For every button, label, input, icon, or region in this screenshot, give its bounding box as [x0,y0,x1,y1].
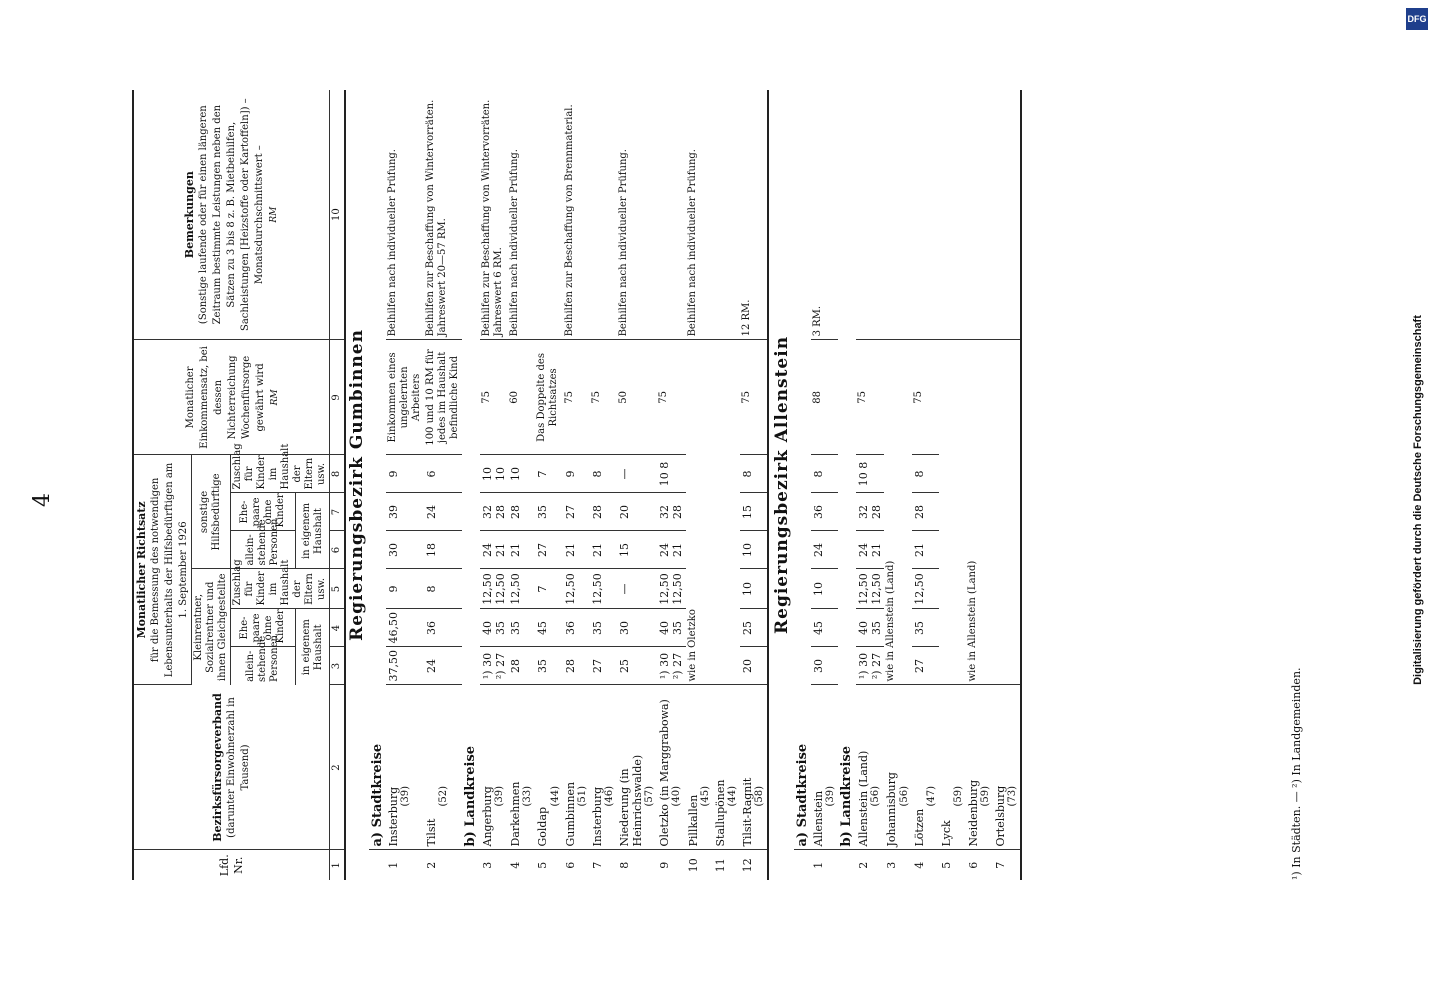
table-row [912,90,939,880]
population: (73) [1007,785,1019,807]
row-number: 6 [966,861,980,869]
row-number: 2 [856,861,870,869]
zuschlag-header-a: Zuschlag für Kinder im Haushalt der Eltern usw. [231,569,330,609]
table-row [740,90,768,880]
value-c3: 28 [508,647,535,685]
value-c5: 7 [535,569,562,609]
row-number: 6 [563,861,577,869]
value-c8: — [617,455,657,493]
verband-name-cell [713,685,740,850]
value-c5: 12,50 [563,569,590,609]
verband-name: Ortelsburg [994,785,1008,847]
verband-name: Oletzko (in Marggrabowa) [658,699,672,847]
ehepaare-header-a: Ehe-paare ohne Kinder [231,609,296,647]
value-c6: 21 [912,531,939,569]
value-c4: 40 35 [480,609,508,647]
row-number: 2 [425,861,439,869]
einkommen-value: Einkommen eines ungelernten Arbeiters [386,340,424,455]
value-c3: ¹) 30 ²) 27 [480,647,508,685]
population: (39) [493,785,505,807]
alleinstehende-header-a: allein-stehende Personen [231,647,296,685]
bemerkung: Beihilfen zur Beschaffung von Wintervorräten. Jahreswert 20—57 RM. [424,90,462,340]
bemerkung [657,90,685,340]
value-c5: — [617,569,657,609]
value-c8: 10 8 [856,455,884,493]
eigener-haushalt-header-a: in eigenem Haushalt [295,609,329,685]
row-number: 3 [480,861,494,869]
verband-name: Allenstein [812,790,826,847]
verband-name: Insterburg [590,786,604,847]
einkommen-value: 75 [563,340,590,455]
value-c3: 24 [424,647,462,685]
value-c3: ¹) 30 ²) 27 [657,647,685,685]
population: (59) [952,785,964,807]
value-c4: 25 [740,609,768,647]
value-c6: 15 [617,531,657,569]
row-number: 7 [994,861,1008,869]
value-c7: 28 [508,493,535,531]
value-c8: 8 [740,455,768,493]
bemerkung [713,90,740,340]
value-c6: 24 21 [657,531,685,569]
table-row [939,90,966,880]
row-number: 7 [590,861,604,869]
bemerkung: Beihilfen nach individueller Prüfung. [617,90,657,340]
ehepaare-header-b: Ehe-paare ohne Kinder [231,493,296,531]
table-row [811,90,838,880]
bemerkung [590,90,617,340]
population: (45) [699,785,711,807]
verband-name: Niederung (in Heinrichswalde) [617,754,645,847]
verband-name-cell [424,685,462,850]
bemerkung: Beihilfen nach individueller Prüfung. [508,90,535,340]
value-c5: 12,50 [590,569,617,609]
verband-name: Darkehmen [509,781,523,847]
value-c8: 8 [811,455,838,493]
row-number: 8 [617,861,631,869]
dfg-sidebar [1406,0,1430,1000]
table-row [856,90,884,880]
value-c6: 30 [386,531,424,569]
verband-name: Gumbinnen [563,781,577,847]
verband-name-cell [590,685,617,850]
value-c7: 39 [386,493,424,531]
value-c8: 6 [424,455,462,493]
population: (51) [576,785,588,807]
table-row [993,90,1021,880]
bemerkung [535,90,562,340]
section-title: Regierungsbezirk Gumbinnen [347,329,368,641]
population: (59) [980,785,992,807]
bemerkungen-header: Bemerkungen (Sonstige laufende oder für einen längeren Zeitraum bestimmte Leistungen neben den Sätzen zu 3 bis 8 z. B. Mietbeihilfen, Sachleistungen [Heizstoffe oder Kartoffeln]) – Monatsdurchschnittswert – RM [133,90,330,340]
verband-name-cell [617,685,657,850]
verband-name: Allenstein (Land) [856,750,870,847]
span-note: wie in Oletzko [686,340,713,685]
value-c8: 10 8 [657,455,685,493]
value-c6: 18 [424,531,462,569]
value-c7: 20 [617,493,657,531]
table-row [386,90,424,880]
population: (39) [825,785,837,807]
bemerkung: Beihilfen zur Beschaffung von Wintervorräten. Jahreswert 6 RM. [480,90,508,340]
value-c3: 30 [811,647,838,685]
value-c4: 40 35 [657,609,685,647]
value-c3: ¹) 30 ²) 27 [856,647,884,685]
value-c6: 24 21 [480,531,508,569]
group-label: b) Landkreise [462,90,480,850]
value-c6: 10 [740,531,768,569]
section-title: Regierungsbezirk Allenstein [772,335,793,634]
row-number: 5 [536,861,550,869]
footnote: ¹) In Städten. — ²) In Landgemeinden. [1290,667,1303,880]
bemerkung: 12 RM. [740,90,768,340]
value-c5: 12,50 [912,569,939,609]
value-c3: 25 [617,647,657,685]
group-label: a) Stadtkreise [369,90,387,850]
einkommen-value: Das Doppelte des Richtsatzes [535,340,562,455]
einkommen-header: Monatlicher Einkommensatz, bei dessen Nichterreichung Wochenfürsorge gewährt wird RM [133,340,330,455]
population: (40) [671,785,683,807]
value-c6: 24 21 [856,531,884,569]
population: (44) [727,785,739,807]
table-row [686,90,713,880]
bemerkung [993,90,1021,340]
sonstige-header: sonstige Hilfsbedürftige [192,455,231,569]
verband-name: Stallupönen [713,779,727,847]
population: (56) [870,785,882,807]
alleinstehende-header-b: allein-stehende Personen [231,531,296,569]
zuschlag-header-b: Zuschlag für Kinder im Haushalt der Eltern usw. [231,455,330,493]
table-row [535,90,562,880]
verband-name: Angerburg [480,786,494,847]
einkommen-value: 88 [811,340,838,455]
population: (56) [898,785,910,807]
verband-name-cell [386,685,424,850]
group-label: b) Landkreise [838,90,856,850]
value-c6: 24 [811,531,838,569]
section-row [771,90,793,880]
verband-name-cell [811,685,838,850]
bemerkung [939,90,966,340]
value-c4: 45 [535,609,562,647]
span-note: wie in Allenstein (Land) [966,340,993,685]
value-c3: 37,50 [386,647,424,685]
einkommen-value: 75 [657,340,685,455]
verband-name-cell [993,685,1021,850]
group-row [838,90,856,880]
verband-name-cell [856,685,884,850]
einkommen-value: 50 [617,340,657,455]
value-c4: 40 35 [856,609,884,647]
bemerkung [966,90,993,340]
einkommen-value: 60 [508,340,535,455]
value-c6: 21 [563,531,590,569]
einkommen-value: 75 [480,340,508,455]
table-row [590,90,617,880]
table-row [884,90,911,880]
einkommen-value: 75 [912,340,939,455]
table-body [345,90,1024,880]
value-c7: 35 [535,493,562,531]
value-c5: 9 [386,569,424,609]
table-row [966,90,993,880]
population: (52) [438,785,450,807]
row-number: 5 [939,861,953,869]
value-c5: 12,50 12,50 [856,569,884,609]
value-c8: 9 [386,455,424,493]
value-c7: 28 [912,493,939,531]
richtsatz-table [132,90,1024,880]
value-c4: 30 [617,609,657,647]
value-c8: 8 [590,455,617,493]
value-c7: 32 28 [856,493,884,531]
verband-name: Johannisburg [885,772,899,847]
row-number: 1 [812,861,826,869]
span-note: wie in Allenstein (Land) [884,340,911,685]
einkommen-value: 75 [740,340,768,455]
population: (44) [549,785,561,807]
value-c6: 21 [508,531,535,569]
group-row [369,90,387,880]
span-note [993,340,1021,685]
table-row [424,90,462,880]
verband-name-cell [740,685,768,850]
row-number: 4 [509,861,523,869]
bemerkung: 3 RM. [811,90,838,340]
span-note [939,340,966,685]
value-c5: 12,50 12,50 [657,569,685,609]
row-number: 3 [885,861,899,869]
row-number: 9 [658,861,672,869]
value-c5: 12,50 12,50 [480,569,508,609]
value-c4: 46,50 [386,609,424,647]
verband-name-cell [912,685,939,850]
population: (33) [522,785,534,807]
value-c6: 27 [535,531,562,569]
population: (46) [603,785,615,807]
bemerkung [856,90,884,340]
population: (57) [644,785,656,807]
value-c7: 28 [590,493,617,531]
verband-name-cell [686,685,713,850]
value-c3: 35 [535,647,562,685]
row-number: 4 [912,861,926,869]
bemerkung [884,90,911,340]
value-c5: 10 [811,569,838,609]
bemerkung: Beihilfen zur Beschaffung von Brennmaterial. [563,90,590,340]
bemerkung: Beihilfen nach individueller Prüfung. [386,90,424,340]
bemerkung [912,90,939,340]
value-c7: 32 28 [480,493,508,531]
value-c8: 10 [508,455,535,493]
table-row [563,90,590,880]
value-c4: 36 [563,609,590,647]
verband-name: Tilsit [425,818,439,847]
verband-name: Goldap [536,806,550,847]
value-c7: 36 [811,493,838,531]
verband-name-cell [563,685,590,850]
value-c7: 15 [740,493,768,531]
value-c3: 27 [590,647,617,685]
value-c5: 10 [740,569,768,609]
table-row [508,90,535,880]
table-row [617,90,657,880]
row-number: 12 [741,858,755,873]
table-row [713,90,740,880]
value-c4: 45 [811,609,838,647]
verband-name-cell [939,685,966,850]
richtsatz-header: Monatlicher Richtsatz für die Bemessung des notwendigen Lebensunterhalts der Hilfsbedürftigen am 1. September 1926 [133,455,192,685]
verband-name: Neidenburg [966,779,980,847]
einkommen-value: 100 und 10 RM für jedes im Haushalt befindliche Kind [424,340,462,455]
population: (47) [925,785,937,807]
value-c3: 28 [563,647,590,685]
group-row [462,90,480,880]
einkommen-value: 75 [856,340,884,455]
eigener-haushalt-header-b: in eigenem Haushalt [295,493,329,569]
verband-name-cell [535,685,562,850]
value-c8: 7 [535,455,562,493]
section-row [345,90,368,880]
verband-name-cell [884,685,911,850]
span-note [713,340,740,685]
kleinrentner-header: Kleinrentner, Sozialrentner und ihnen Gleichgestellte [192,569,231,685]
value-c4: 35 [912,609,939,647]
value-c8: 9 [563,455,590,493]
row-number: 11 [713,858,727,873]
value-c4: 35 [590,609,617,647]
einkommen-value: 75 [590,340,617,455]
verband-name-cell [966,685,993,850]
table-row [657,90,685,880]
value-c8: 10 10 [480,455,508,493]
value-c6: 21 [590,531,617,569]
population: (58) [754,785,766,807]
bemerkung: Beihilfen nach individueller Prüfung. [686,90,713,340]
dfg-logo: DFG [1406,8,1428,30]
value-c3: 20 [740,647,768,685]
row-number: 10 [686,858,700,873]
table-row [480,90,508,880]
verband-name: Tilsit-Ragnit [741,777,755,847]
value-c4: 35 [508,609,535,647]
verband-name: Lyck [939,820,953,847]
verband-header: Bezirksfürsorgeverband (darunter Einwohnerzahl in Tausend) [133,685,330,850]
value-c5: 8 [424,569,462,609]
dfg-credit-text: Digitalisierung gefördert durch die Deutsche Forschungsgemeinschaft [1412,315,1424,685]
value-c7: 27 [563,493,590,531]
verband-name-cell [480,685,508,850]
group-row [794,90,812,880]
row-number: 1 [387,861,401,869]
group-label: a) Stadtkreise [794,90,812,850]
lfd-nr-header: Lfd. Nr. [133,850,330,880]
verband-name: Lötzen [912,808,926,847]
verband-name-cell [657,685,685,850]
column-numbers-row: 1 2 3 4 5 6 7 8 9 10 [330,90,346,880]
page-number: 4 [30,493,55,507]
verband-name-cell [508,685,535,850]
verband-name: Pillkallen [686,794,700,847]
value-c4: 36 [424,609,462,647]
verband-name: Insterburg [387,786,401,847]
value-c8: 8 [912,455,939,493]
population: (39) [400,785,412,807]
section-end-rule [1021,90,1024,880]
value-c5: 12,50 [508,569,535,609]
value-c7: 32 28 [657,493,685,531]
value-c3: 27 [912,647,939,685]
value-c7: 24 [424,493,462,531]
